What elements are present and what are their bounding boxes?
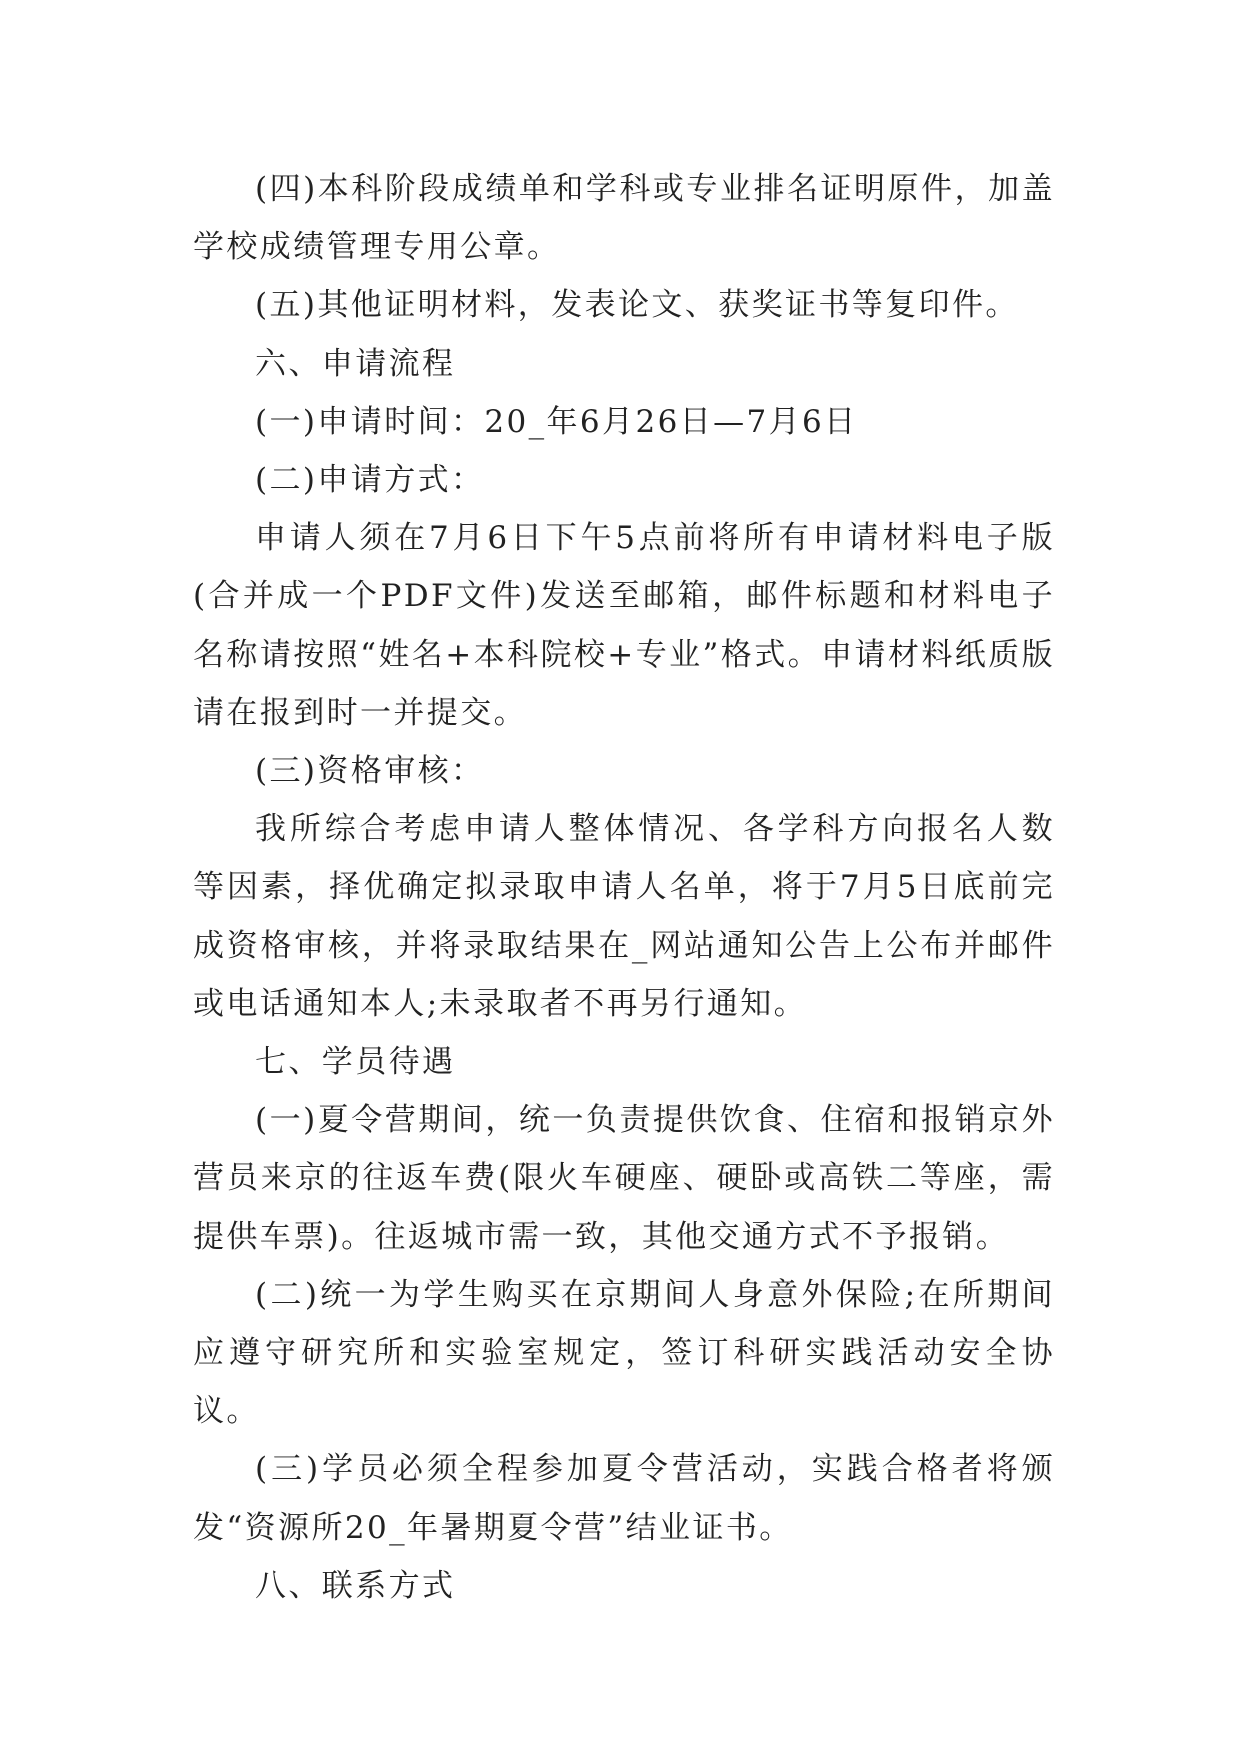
paragraph-qualification-review-heading: (三)资格审核： [255,753,485,790]
paragraph-benefit-certificate: (三)学员必须全程参加夏令营活动，实践合格者将颁发“资源所20_年暑期夏令营”结业证书。 [193,1451,1055,1546]
paragraph-other-materials: (五)其他证明材料，发表论文、获奖证书等复印件。 [255,287,1019,324]
section-heading-student-benefits: 七、学员待遇 [255,1044,456,1081]
paragraph-application-method-heading: (二)申请方式： [255,462,485,499]
paragraph-benefit-insurance: (二)统一为学生购买在京期间人身意外保险;在所期间应遵守研究所和实验室规定，签订科研实践活动安全协议。 [193,1276,1055,1430]
section-heading-contact: 八、联系方式 [255,1567,456,1604]
paragraph-qualification-review: 我所综合考虑申请人整体情况、各学科方向报名人数等因素，择优确定拟录取申请人名单，将于7月5日底前完成资格审核，并将录取结果在_网站通知公告上公布并邮件或电话通知本人;未录取者不再另行通知。 [193,811,1055,1022]
paragraph-application-time: (一)申请时间：20_年6月26日—7月6日 [255,403,858,440]
section-heading-application-process: 六、申请流程 [255,345,456,382]
paragraph-application-method: 申请人须在7月6日下午5点前将所有申请材料电子版(合并成一个PDF文件)发送至邮箱，邮件标题和材料电子名称请按照“姓名+本科院校+专业”格式。申请材料纸质版请在报到时一并提交。 [193,520,1055,731]
paragraph-benefit-travel: (一)夏令营期间，统一负责提供饮食、住宿和报销京外营员来京的往返车费(限火车硬座、硬卧或高铁二等座，需提供车票)。往返城市需一致，其他交通方式不予报销。 [193,1102,1055,1255]
paragraph-transcript-requirement: (四)本科阶段成绩单和学科或专业排名证明原件，加盖学校成绩管理专用公章。 [193,171,1055,266]
document-body [193,160,1055,1615]
